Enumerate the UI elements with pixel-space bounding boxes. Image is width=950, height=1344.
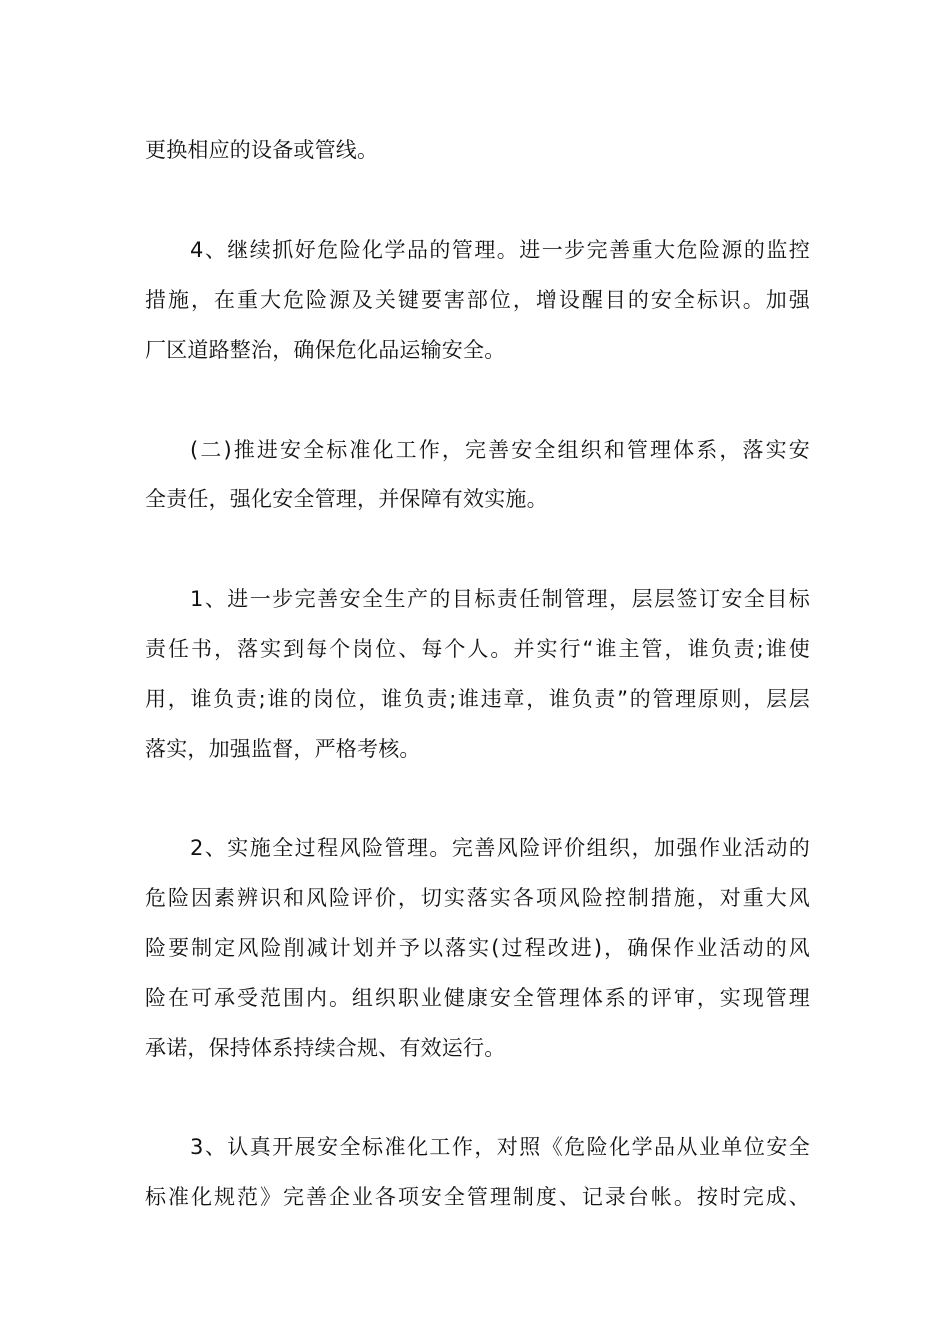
text-line: 更换相应的设备或管线。	[145, 138, 379, 162]
text-line: 3、认真开展安全标准化工作，对照《危险化学品从业单位安全	[190, 1135, 810, 1159]
text-line: 承诺，保持体系持续合规、有效运行。	[145, 1036, 506, 1060]
text-line: (二)推进安全标准化工作，完善安全组织和管理体系，落实安	[190, 438, 810, 462]
text-line: 厂区道路整治，确保危化品运输安全。	[145, 338, 506, 362]
text-line: 2、实施全过程风险管理。完善风险评价组织，加强作业活动的	[190, 836, 810, 860]
text-line: 落实，加强监督，严格考核。	[145, 737, 421, 761]
text-line: 标准化规范》完善企业各项安全管理制度、记录台帐。按时完成、	[145, 1185, 810, 1209]
text-line: 用，谁负责;谁的岗位，谁负责;谁违章，谁负责”的管理原则，层层	[145, 687, 810, 711]
text-line: 险要制定风险削减计划并予以落实(过程改进)，确保作业活动的风	[145, 936, 810, 960]
text-line: 4、继续抓好危险化学品的管理。进一步完善重大危险源的监控	[190, 238, 810, 262]
text-line: 责任书，落实到每个岗位、每个人。并实行“谁主管，谁负责;谁使	[145, 637, 810, 661]
text-line: 险在可承受范围内。组织职业健康安全管理体系的评审，实现管理	[145, 986, 810, 1010]
text-line: 措施，在重大危险源及关键要害部位，增设醒目的安全标识。加强	[145, 288, 810, 312]
text-line: 全责任，强化安全管理，并保障有效实施。	[145, 487, 548, 511]
text-line: 危险因素辨识和风险评价，切实落实各项风险控制措施，对重大风	[145, 886, 810, 910]
text-line: 1、进一步完善安全生产的目标责任制管理，层层签订安全目标	[190, 587, 810, 611]
